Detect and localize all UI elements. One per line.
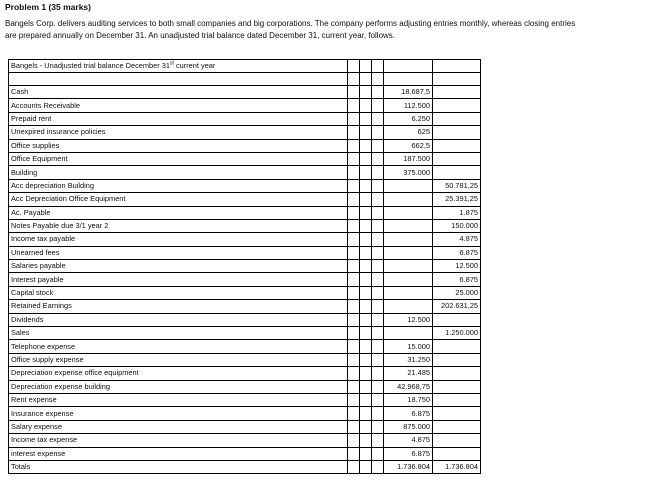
debit-cell: 625	[384, 126, 433, 139]
narrow-cell	[348, 99, 360, 112]
narrow-cell	[372, 273, 384, 286]
debit-cell	[384, 193, 433, 206]
account-cell: Retained Earnings	[9, 300, 348, 313]
account-cell: interest expense	[9, 447, 348, 460]
narrow-cell	[360, 219, 372, 232]
debit-cell: 21.485	[384, 367, 433, 380]
narrow-cell	[348, 393, 360, 406]
credit-cell	[433, 112, 481, 125]
credit-cell	[433, 420, 481, 433]
table-row	[9, 219, 481, 232]
narrow-cell	[372, 260, 384, 273]
narrow-cell	[372, 420, 384, 433]
credit-cell	[433, 139, 481, 152]
narrow-cell	[372, 407, 384, 420]
narrow-cell	[372, 460, 384, 473]
account-cell: Telephone expense	[9, 340, 348, 353]
narrow-cell	[348, 460, 360, 473]
narrow-cell	[348, 313, 360, 326]
narrow-cell	[360, 313, 372, 326]
credit-cell: 50.781,25	[433, 179, 481, 192]
account-cell: Prepaid rent	[9, 112, 348, 125]
credit-cell	[433, 152, 481, 165]
credit-cell: 25.000	[433, 286, 481, 299]
credit-cell: 4.875	[433, 233, 481, 246]
narrow-cell	[348, 273, 360, 286]
table-row	[9, 300, 481, 313]
narrow-cell	[360, 152, 372, 165]
narrow-cell	[348, 126, 360, 139]
narrow-cell	[360, 260, 372, 273]
narrow-cell	[372, 193, 384, 206]
account-cell: Depreciation expense office equipment	[9, 367, 348, 380]
narrow-cell	[372, 300, 384, 313]
narrow-cell	[360, 434, 372, 447]
blank-cell	[372, 73, 384, 86]
narrow-cell	[372, 286, 384, 299]
credit-cell	[433, 313, 481, 326]
table-row	[9, 327, 481, 340]
narrow-cell	[348, 367, 360, 380]
table-row	[9, 353, 481, 366]
debit-cell	[384, 219, 433, 232]
credit-cell: 1.736.804	[433, 460, 481, 473]
narrow-cell	[360, 246, 372, 259]
table-title-superscript: st	[170, 60, 174, 67]
debit-cell: 42.968,75	[384, 380, 433, 393]
problem-heading: Problem 1 (35 marks)	[5, 2, 91, 12]
credit-cell: 25.391,25	[433, 193, 481, 206]
debit-cell: 875.000	[384, 420, 433, 433]
account-cell: Notes Payable due 3/1 year 2	[9, 219, 348, 232]
narrow-cell	[360, 286, 372, 299]
account-cell: Accounts Receivable	[9, 99, 348, 112]
account-cell: Income tax expense	[9, 434, 348, 447]
header-credit-cell	[433, 60, 481, 73]
account-cell: Unearned fees	[9, 246, 348, 259]
credit-cell	[433, 99, 481, 112]
narrow-cell	[348, 246, 360, 259]
narrow-cell	[360, 300, 372, 313]
narrow-cell	[360, 420, 372, 433]
description-line-2: are prepared annually on December 31. An unadjusted trial balance dated December 31, current year, follows.	[5, 31, 396, 40]
narrow-cell	[360, 166, 372, 179]
table-row	[9, 246, 481, 259]
narrow-cell	[372, 112, 384, 125]
header-narrow-cell	[360, 60, 372, 73]
table-row	[9, 99, 481, 112]
narrow-cell	[372, 219, 384, 232]
credit-cell: 1.250.000	[433, 327, 481, 340]
narrow-cell	[360, 380, 372, 393]
narrow-cell	[348, 340, 360, 353]
credit-cell	[433, 434, 481, 447]
table-row	[9, 313, 481, 326]
narrow-cell	[372, 367, 384, 380]
table-row	[9, 139, 481, 152]
debit-cell: 6.250	[384, 112, 433, 125]
narrow-cell	[372, 126, 384, 139]
account-cell: Dividends	[9, 313, 348, 326]
narrow-cell	[372, 327, 384, 340]
debit-cell: 662,5	[384, 139, 433, 152]
narrow-cell	[372, 447, 384, 460]
credit-cell: 202.631,25	[433, 300, 481, 313]
credit-cell	[433, 340, 481, 353]
table-title-row	[9, 60, 481, 73]
credit-cell: 1.875	[433, 206, 481, 219]
trial-balance-body	[9, 85, 481, 473]
narrow-cell	[360, 233, 372, 246]
credit-cell: 150.000	[433, 219, 481, 232]
table-row	[9, 286, 481, 299]
problem-description	[5, 18, 660, 42]
debit-cell	[384, 286, 433, 299]
debit-cell: 18.687,5	[384, 85, 433, 98]
narrow-cell	[348, 407, 360, 420]
narrow-cell	[348, 286, 360, 299]
account-cell: Office supply expense	[9, 353, 348, 366]
credit-cell	[433, 447, 481, 460]
debit-cell	[384, 260, 433, 273]
narrow-cell	[360, 85, 372, 98]
narrow-cell	[348, 447, 360, 460]
debit-cell: 187.500	[384, 152, 433, 165]
credit-cell	[433, 380, 481, 393]
blank-cell	[360, 73, 372, 86]
header-debit-cell	[384, 60, 433, 73]
narrow-cell	[348, 179, 360, 192]
narrow-cell	[360, 139, 372, 152]
narrow-cell	[372, 152, 384, 165]
debit-cell: 15.000	[384, 340, 433, 353]
debit-cell: 112.500	[384, 99, 433, 112]
account-cell: Insurance expense	[9, 407, 348, 420]
account-cell: Sales	[9, 327, 348, 340]
credit-cell: 12.500	[433, 260, 481, 273]
blank-cell	[433, 73, 481, 86]
narrow-cell	[372, 166, 384, 179]
narrow-cell	[372, 353, 384, 366]
narrow-cell	[348, 353, 360, 366]
account-cell: Building	[9, 166, 348, 179]
account-cell: Rent expense	[9, 393, 348, 406]
narrow-cell	[372, 246, 384, 259]
credit-cell	[433, 166, 481, 179]
debit-cell	[384, 179, 433, 192]
table-row	[9, 447, 481, 460]
table-title-prefix: Bangels - Unadjusted trial balance December 31	[11, 61, 170, 71]
narrow-cell	[348, 139, 360, 152]
table-row	[9, 112, 481, 125]
account-cell: Depreciation expense building	[9, 380, 348, 393]
narrow-cell	[348, 206, 360, 219]
narrow-cell	[348, 219, 360, 232]
narrow-cell	[348, 112, 360, 125]
narrow-cell	[360, 367, 372, 380]
narrow-cell	[348, 434, 360, 447]
narrow-cell	[360, 407, 372, 420]
table-row	[9, 434, 481, 447]
narrow-cell	[360, 193, 372, 206]
narrow-cell	[372, 179, 384, 192]
table-row	[9, 126, 481, 139]
table-row	[9, 179, 481, 192]
account-cell: Office supplies	[9, 139, 348, 152]
blank-cell	[384, 73, 433, 86]
header-narrow-cell	[348, 60, 360, 73]
narrow-cell	[348, 380, 360, 393]
narrow-cell	[348, 420, 360, 433]
debit-cell: 4.875	[384, 434, 433, 447]
credit-cell: 6.875	[433, 273, 481, 286]
trial-balance-table	[8, 59, 481, 474]
narrow-cell	[372, 313, 384, 326]
account-cell: Ac. Payable	[9, 206, 348, 219]
credit-cell	[433, 367, 481, 380]
debit-cell: 18.750	[384, 393, 433, 406]
account-cell: Acc depreciation Building	[9, 179, 348, 192]
debit-cell: 12.500	[384, 313, 433, 326]
narrow-cell	[360, 353, 372, 366]
narrow-cell	[372, 85, 384, 98]
debit-cell	[384, 246, 433, 259]
table-row	[9, 407, 481, 420]
narrow-cell	[360, 340, 372, 353]
debit-cell: 6.875	[384, 447, 433, 460]
table-row	[9, 206, 481, 219]
account-cell: Office Equipment	[9, 152, 348, 165]
credit-cell	[433, 407, 481, 420]
narrow-cell	[360, 273, 372, 286]
credit-cell: 6.875	[433, 246, 481, 259]
narrow-cell	[360, 112, 372, 125]
debit-cell	[384, 233, 433, 246]
debit-cell	[384, 300, 433, 313]
narrow-cell	[348, 152, 360, 165]
blank-cell	[348, 73, 360, 86]
credit-cell	[433, 353, 481, 366]
narrow-cell	[372, 380, 384, 393]
account-cell: Income tax payable	[9, 233, 348, 246]
header-narrow-cell	[372, 60, 384, 73]
table-row	[9, 367, 481, 380]
account-cell: Cash	[9, 85, 348, 98]
table-row	[9, 85, 481, 98]
blank-cell	[9, 73, 348, 86]
narrow-cell	[348, 193, 360, 206]
description-line-1: Bangels Corp. delivers auditing services to both small companies and big corporations. The company performs adjusting entries monthly, whereas closing entries	[5, 19, 576, 28]
narrow-cell	[348, 300, 360, 313]
debit-cell: 375.000	[384, 166, 433, 179]
account-cell: Unexpired insurance policies	[9, 126, 348, 139]
table-row	[9, 152, 481, 165]
debit-cell: 31.250	[384, 353, 433, 366]
narrow-cell	[360, 206, 372, 219]
narrow-cell	[360, 126, 372, 139]
narrow-cell	[372, 206, 384, 219]
account-cell: Salaries payable	[9, 260, 348, 273]
narrow-cell	[372, 393, 384, 406]
blank-row	[9, 73, 481, 86]
table-row	[9, 340, 481, 353]
account-cell: Salary expense	[9, 420, 348, 433]
table-row	[9, 380, 481, 393]
narrow-cell	[360, 99, 372, 112]
narrow-cell	[360, 327, 372, 340]
credit-cell	[433, 393, 481, 406]
credit-cell	[433, 126, 481, 139]
table-title	[9, 60, 348, 73]
narrow-cell	[360, 460, 372, 473]
narrow-cell	[348, 260, 360, 273]
debit-cell	[384, 327, 433, 340]
debit-cell: 6.875	[384, 407, 433, 420]
account-cell: Capital stock	[9, 286, 348, 299]
narrow-cell	[372, 340, 384, 353]
table-row	[9, 393, 481, 406]
narrow-cell	[348, 327, 360, 340]
table-row	[9, 193, 481, 206]
table-row	[9, 420, 481, 433]
account-cell: Totals	[9, 460, 348, 473]
debit-cell: 1.736.804	[384, 460, 433, 473]
narrow-cell	[372, 233, 384, 246]
table-row	[9, 460, 481, 473]
table-title-suffix: current year	[173, 61, 216, 71]
account-cell: Interest payable	[9, 273, 348, 286]
debit-cell	[384, 273, 433, 286]
narrow-cell	[372, 99, 384, 112]
narrow-cell	[348, 85, 360, 98]
table-row	[9, 233, 481, 246]
narrow-cell	[348, 233, 360, 246]
table-row	[9, 260, 481, 273]
narrow-cell	[372, 434, 384, 447]
table-row	[9, 166, 481, 179]
narrow-cell	[360, 393, 372, 406]
narrow-cell	[360, 179, 372, 192]
narrow-cell	[360, 447, 372, 460]
account-cell: Acc Depreciation Office Equipment	[9, 193, 348, 206]
debit-cell	[384, 206, 433, 219]
table-row	[9, 273, 481, 286]
narrow-cell	[348, 166, 360, 179]
credit-cell	[433, 85, 481, 98]
narrow-cell	[372, 139, 384, 152]
